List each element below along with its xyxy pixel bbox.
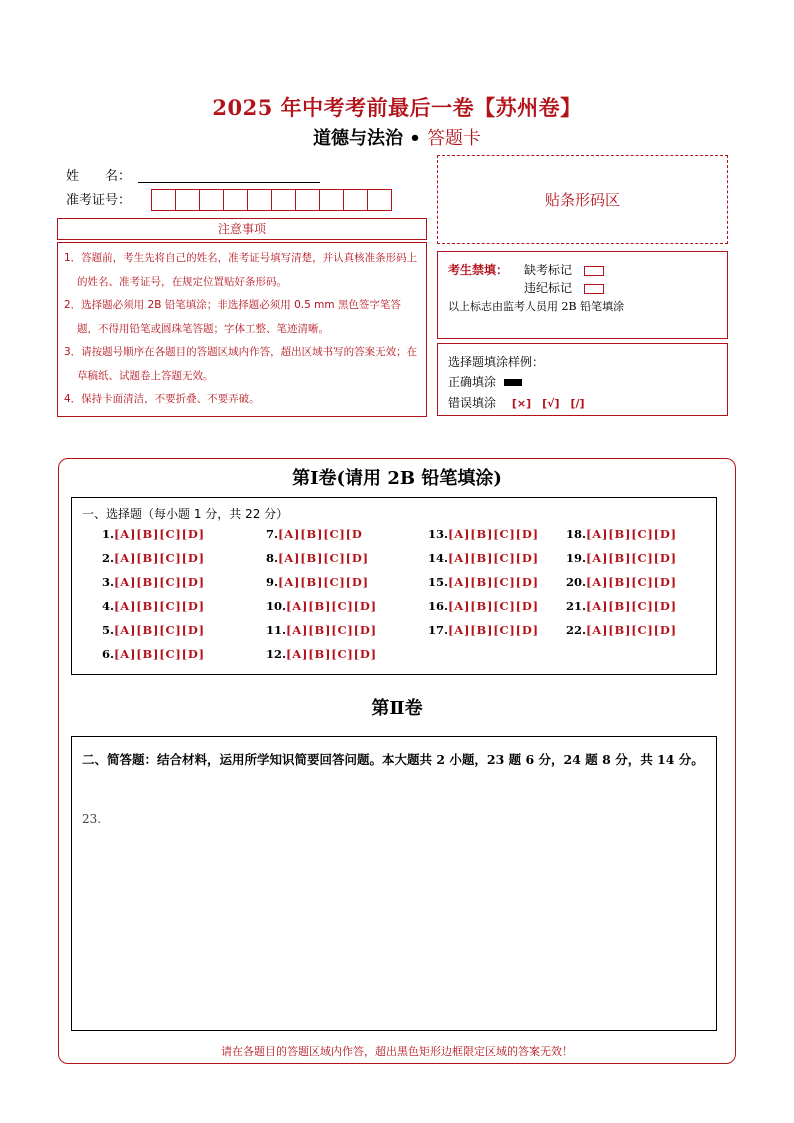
question-23-label: 23. [82,812,102,826]
wrong-fill-label: 错误填涂 [448,396,497,410]
essay-section-heading: 二、简答题：结合材料，运用所学知识简要回答问题。本大题共 2 小题，23 题 6 分，24 题 8 分，共 14 分。 [82,752,704,767]
footer-warning: 请在各题目的答题区域内作答，超出黑色矩形边框限定区域的答案无效！ [221,1045,573,1058]
question-choice-row[interactable] [102,551,205,565]
question-choice-row[interactable] [266,623,377,637]
answer-options[interactable]: [A][B][C][D] [448,599,539,613]
answer-options[interactable]: [A][B][C][D] [586,575,677,589]
question-choice-row[interactable] [102,623,205,637]
barcode-label: 贴条形码区 [544,191,620,209]
notice-item-4: 4．保持卡面清洁，不要折叠、不要弄破。 [64,393,260,405]
question-number: 15. [428,575,449,589]
question-number: 11. [266,623,287,637]
notice-item-3: 3．请按题号顺序在各题目的答题区域内作答，超出区域书写的答案无效；在草稿纸、试题卷上答题无效。 [64,346,418,382]
exam-id-digit-box[interactable] [247,189,272,211]
question-number: 1. [102,527,115,541]
answer-options[interactable]: [A][B][C][D] [114,575,205,589]
answer-options[interactable]: [A][B][C][D] [114,527,205,541]
answer-options[interactable]: [A][B][C][D] [586,551,677,565]
answer-options[interactable]: [A][B][C][D] [448,623,539,637]
absent-mark-label: 缺考标记 [524,263,573,277]
question-choice-row[interactable] [266,599,377,613]
notice-heading: 注意事项 [57,218,427,240]
question-choice-row[interactable] [428,623,539,637]
question-choice-row[interactable] [566,551,677,565]
choice-section-heading: 一、选择题（每小题 1 分，共 22 分） [82,507,289,521]
exam-id-digit-box[interactable] [319,189,344,211]
notice-item-1: 1．答题前，考生先将自己的姓名，准考证号填写清楚，并认真核准条形码上的姓名、准考证号，在规定位置贴好条形码。 [64,252,418,288]
question-number: 7. [266,527,279,541]
answer-options[interactable]: [A][B][C][D] [114,599,205,613]
barcode-area [437,155,728,244]
answer-options[interactable]: [A][B][C][D] [286,599,377,613]
filled-bubble-icon [504,379,522,386]
question-number: 18. [566,527,587,541]
question-number: 12. [266,647,287,661]
part2-title: 第Ⅱ卷 [371,698,423,719]
exam-id-digit-box[interactable] [367,189,392,211]
wrong-fill-examples: [×] [√] [/] [511,397,585,410]
question-number: 9. [266,575,279,589]
answer-options[interactable]: [A][B][C][D] [448,575,539,589]
question-number: 21. [566,599,587,613]
answer-options[interactable]: [A][B][C][D [278,527,363,541]
question-choice-row[interactable] [428,575,539,589]
question-choice-row[interactable] [566,623,677,637]
question-number: 14. [428,551,449,565]
question-choice-row[interactable] [102,599,205,613]
exam-id-digit-box[interactable] [271,189,296,211]
answer-options[interactable]: [A][B][C][D] [278,551,369,565]
exam-id-digit-box[interactable] [199,189,224,211]
question-number: 8. [266,551,279,565]
question-number: 6. [102,647,115,661]
question-choice-row[interactable] [102,575,205,589]
exam-marks-panel [437,251,728,339]
fill-sample-panel [437,343,728,416]
answer-options[interactable]: [A][B][C][D] [286,623,377,637]
name-label: 姓 名： [66,169,132,184]
answer-options[interactable]: [A][B][C][D] [114,623,205,637]
answer-options[interactable]: [A][B][C][D] [448,551,539,565]
answer-options[interactable]: [A][B][C][D] [278,575,369,589]
answer-card-label: 答题卡 [427,128,482,149]
question-choice-row[interactable] [566,599,677,613]
question-choice-row[interactable] [266,647,377,661]
essay-answer-area[interactable] [71,736,717,1031]
exam-id-digit-box[interactable] [295,189,320,211]
question-number: 13. [428,527,449,541]
page-title: 2025 年中考考前最后一卷【苏州卷】 [212,95,582,120]
subject-name: 道德与法治 [312,128,403,149]
answer-options[interactable]: [A][B][C][D] [286,647,377,661]
correct-fill-row [448,373,522,390]
exam-id-label: 准考证号： [66,193,132,208]
question-number: 16. [428,599,449,613]
question-choice-row[interactable] [266,527,363,541]
forbid-label: 考生禁填： [448,263,509,277]
question-number: 19. [566,551,587,565]
question-choice-row[interactable] [566,575,677,589]
question-choice-row[interactable] [566,527,677,541]
question-choice-row[interactable] [428,527,539,541]
question-number: 4. [102,599,115,613]
notice-item-2: 2．选择题必须用 2B 铅笔填涂；非选择题必须用 0.5 mm 黑色签字笔答题，不得用铅笔或圆珠笔答题；字体工整、笔迹清晰。 [64,299,401,335]
forbid-note: 以上标志由监考人员用 2B 铅笔填涂 [448,300,625,313]
name-field[interactable] [138,181,320,183]
question-number: 10. [266,599,287,613]
exam-id-digit-box[interactable] [343,189,368,211]
sample-heading: 选择题填涂样例： [448,355,545,369]
violation-mark-box[interactable] [584,284,604,294]
question-number: 3. [102,575,115,589]
question-choice-row[interactable] [102,527,205,541]
exam-id-digit-box[interactable] [223,189,248,211]
answer-options[interactable]: [A][B][C][D] [114,551,205,565]
correct-fill-label: 正确填涂 [448,375,497,389]
answer-options[interactable]: [A][B][C][D] [586,527,677,541]
question-number: 5. [102,623,115,637]
title-separator: • [409,128,421,149]
answer-options[interactable]: [A][B][C][D] [114,647,205,661]
page-subtitle [0,124,794,150]
violation-mark-label: 违纪标记 [524,281,573,295]
absent-mark-row [524,261,604,278]
answer-options[interactable]: [A][B][C][D] [586,623,677,637]
wrong-fill-row [448,394,585,411]
question-choice-row[interactable] [266,551,369,565]
question-choice-row[interactable] [266,575,369,589]
exam-id-digit-box[interactable] [175,189,200,211]
violation-mark-row [524,279,604,296]
question-number: 20. [566,575,587,589]
question-number: 17. [428,623,449,637]
exam-id-digit-box[interactable] [151,189,176,211]
notice-list [57,242,427,417]
question-number: 22. [566,623,587,637]
question-number: 2. [102,551,115,565]
question-choice-row[interactable] [102,647,205,661]
question-choice-row[interactable] [428,599,539,613]
exam-id-boxes[interactable] [151,189,391,211]
part1-title: 第Ⅰ卷(请用 2B 铅笔填涂) [292,468,502,489]
absent-mark-box[interactable] [584,266,604,276]
question-choice-row[interactable] [428,551,539,565]
answer-options[interactable]: [A][B][C][D] [586,599,677,613]
answer-options[interactable]: [A][B][C][D] [448,527,539,541]
